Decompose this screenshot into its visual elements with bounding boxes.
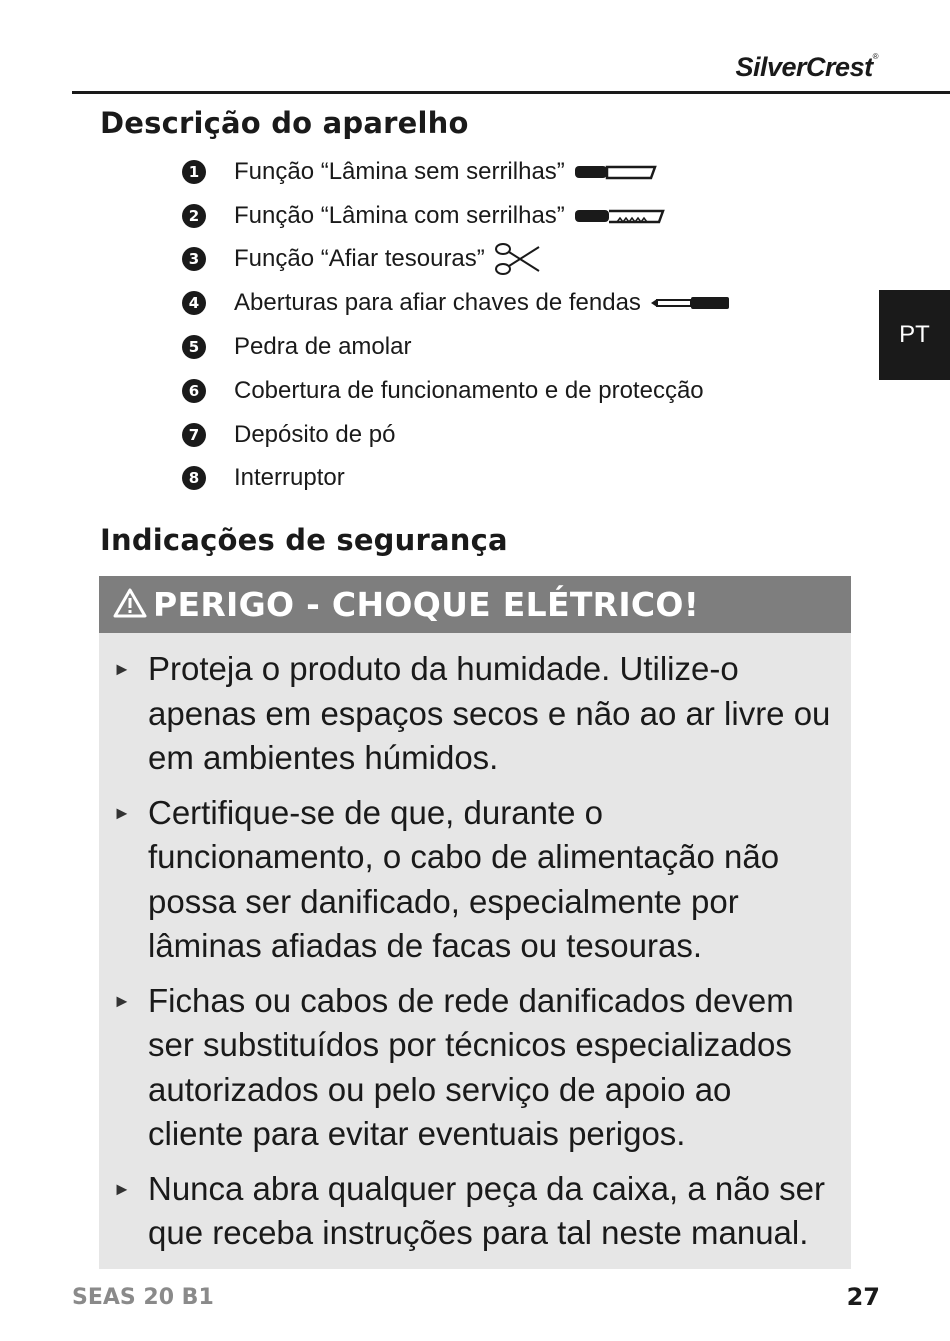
- part-label: Função “Afiar tesouras”: [234, 245, 485, 273]
- warning-box: [99, 576, 851, 1269]
- safety-heading: Indicações de segurança: [100, 523, 508, 557]
- list-item: [113, 791, 833, 969]
- bullet-text: Certifique-se de que, durante o funcionamento, o cabo de alimentação não possa ser danificado, especialmente por lâminas afiadas de facas ou tesouras.: [148, 793, 780, 964]
- part-label: Interruptor: [234, 464, 345, 492]
- list-item: [182, 413, 731, 457]
- list-item: [113, 1167, 833, 1256]
- bullet-arrow-icon: ►: [113, 1178, 131, 1199]
- safety-bullet-list: [99, 633, 851, 1256]
- warning-header: [99, 576, 851, 633]
- list-item: [113, 647, 833, 781]
- list-item: [182, 457, 731, 501]
- scissors-icon: [493, 241, 541, 277]
- header-rule: [72, 91, 950, 94]
- part-label: Função “Lâmina com serrilhas”: [234, 201, 565, 229]
- serrated-blade-icon: [573, 205, 665, 227]
- number-badge: 3: [182, 247, 206, 271]
- bullet-text: Proteja o produto da humidade. Utilize-o apenas em espaços secos e não ao ar livre ou em ambientes húmidos.: [148, 650, 831, 776]
- part-label: Aberturas para afiar chaves de fendas: [234, 289, 641, 317]
- number-badge: 4: [182, 291, 206, 315]
- list-item: [182, 325, 731, 369]
- list-item: [182, 238, 731, 282]
- number-badge: 7: [182, 423, 206, 447]
- bullet-arrow-icon: ►: [113, 802, 131, 823]
- list-item: [182, 150, 731, 194]
- part-label: Pedra de amolar: [234, 333, 412, 361]
- list-item: [182, 369, 731, 413]
- list-item: [182, 281, 731, 325]
- number-badge: 5: [182, 335, 206, 359]
- part-label: Depósito de pó: [234, 420, 396, 448]
- language-tab: PT: [879, 290, 950, 380]
- bullet-text: Fichas ou cabos de rede danificados devem ser substituídos por técnicos especializados autorizados ou pelo serviço de apoio ao cliente para evitar eventuais perigos.: [148, 981, 794, 1152]
- plain-blade-icon: [573, 161, 657, 183]
- warning-title: PERIGO - CHOQUE ELÉTRICO!: [153, 585, 700, 624]
- list-item: [182, 194, 731, 238]
- number-badge: 6: [182, 379, 206, 403]
- page-number: 27: [846, 1283, 880, 1311]
- part-label: Cobertura de funcionamento e de protecção: [234, 376, 704, 404]
- list-item: [113, 979, 833, 1157]
- footer-model: SEAS 20 B1: [72, 1285, 214, 1310]
- brand-logo: SilverCrest®: [735, 52, 878, 82]
- number-badge: 8: [182, 466, 206, 490]
- parts-list: [182, 150, 731, 500]
- description-heading: Descrição do aparelho: [100, 106, 469, 140]
- screwdriver-icon: [649, 293, 731, 313]
- number-badge: 1: [182, 160, 206, 184]
- bullet-text: Nunca abra qualquer peça da caixa, a não ser que receba instruções para tal neste manual.: [148, 1169, 825, 1251]
- number-badge: 2: [182, 204, 206, 228]
- bullet-arrow-icon: ►: [113, 659, 131, 679]
- bullet-arrow-icon: ►: [113, 990, 131, 1011]
- part-label: Função “Lâmina sem serrilhas”: [234, 157, 565, 185]
- warning-triangle-icon: [113, 588, 147, 622]
